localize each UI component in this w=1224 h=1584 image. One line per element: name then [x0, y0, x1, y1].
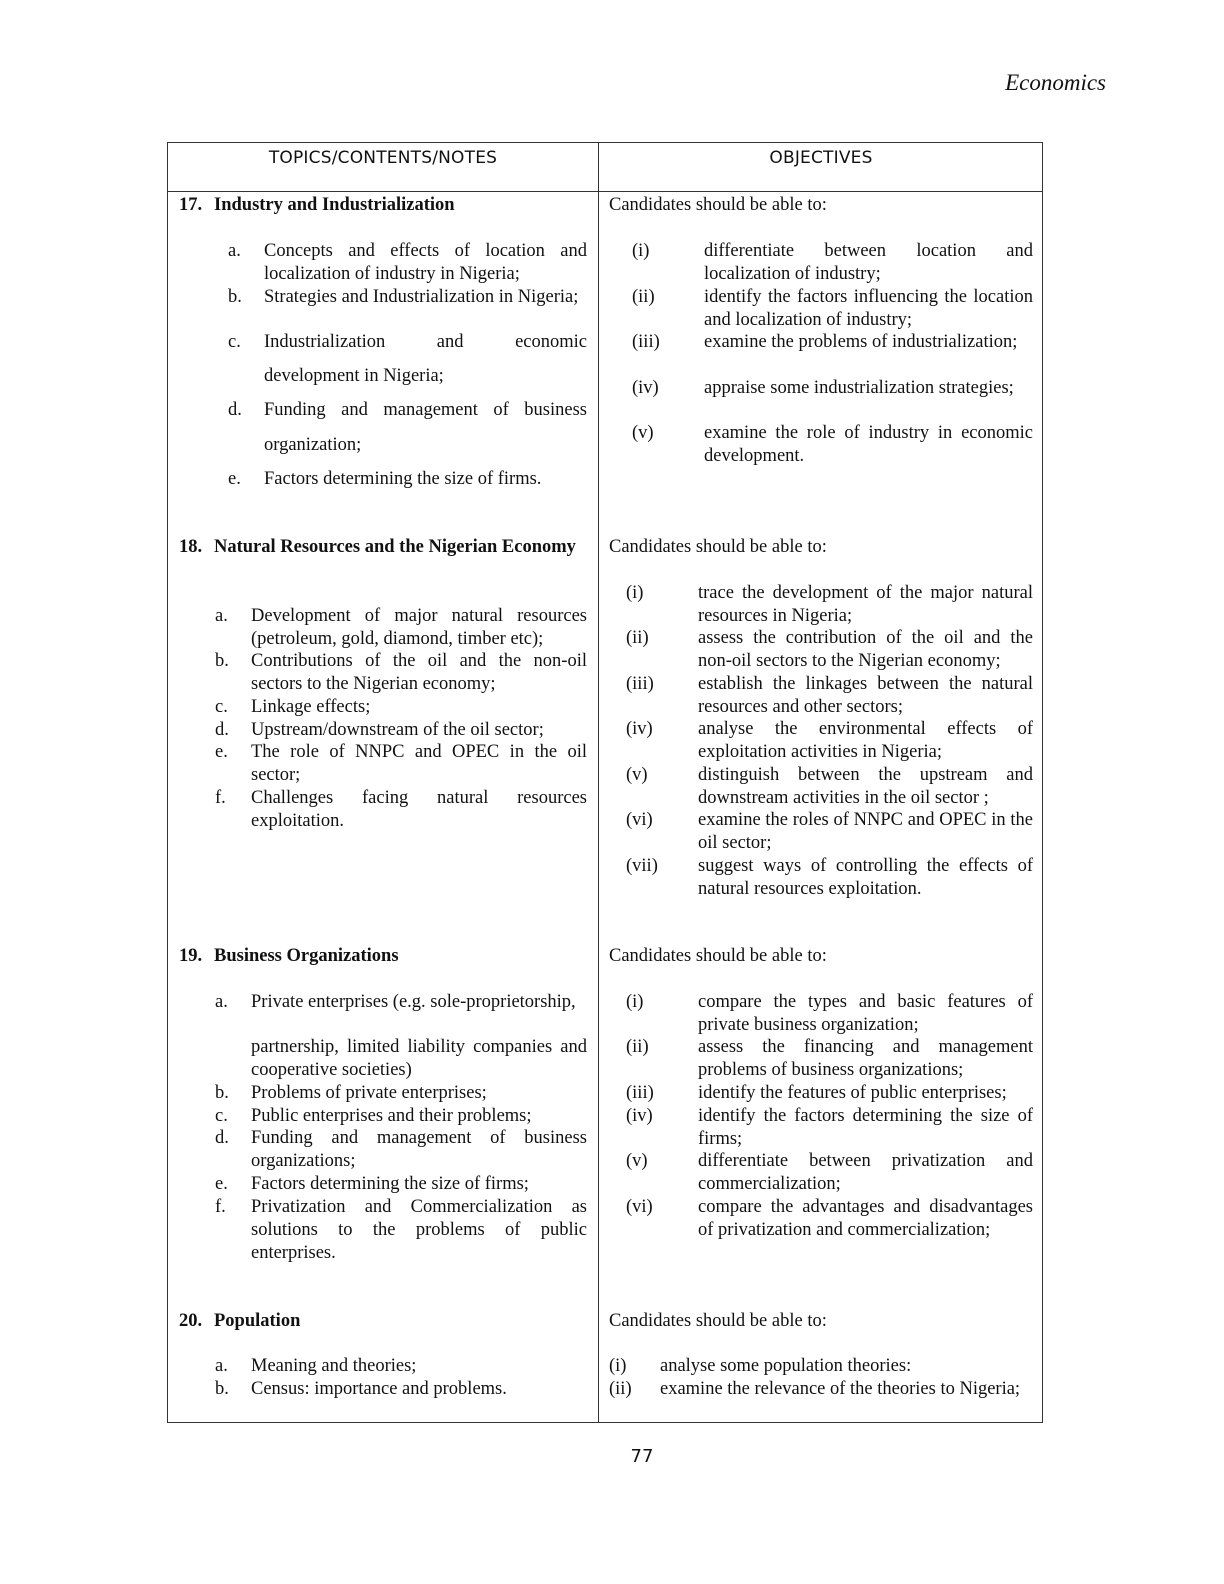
objective-marker: (vii): [626, 856, 658, 876]
objective-marker: (i): [626, 583, 644, 603]
topic-heading: [179, 194, 587, 217]
content-item: [215, 1378, 587, 1401]
content-item: [228, 286, 587, 309]
objective-text: differentiate between location and localization of industry;: [704, 241, 1033, 284]
objective-marker: (ii): [626, 628, 649, 648]
column-header-objectives: OBJECTIVES: [769, 148, 873, 168]
objective-marker: (v): [626, 1151, 648, 1171]
content-marker: [215, 1036, 251, 1082]
content-text: organization;: [264, 435, 362, 455]
objective-item: [632, 240, 1033, 286]
content-marker: c.: [215, 1106, 228, 1126]
content-item: [228, 434, 587, 457]
objective-item: [626, 991, 1033, 1037]
content-item: [215, 787, 587, 833]
page-number: 77: [630, 1446, 654, 1467]
content-text: Funding and management of business: [264, 400, 587, 420]
objective-marker: (iv): [626, 1106, 653, 1126]
content-marker: e.: [215, 742, 228, 762]
content-marker: [228, 365, 264, 388]
column-header-topics: TOPICS/CONTENTS/NOTES: [268, 148, 498, 168]
objective-item: [632, 331, 1033, 354]
content-marker: b.: [215, 1379, 229, 1399]
content-text: partnership, limited liability companies and cooperative societies): [251, 1037, 587, 1080]
content-text: Meaning and theories;: [251, 1356, 417, 1376]
content-marker: b.: [215, 651, 229, 671]
content-item: [215, 719, 587, 742]
objective-marker: (ii): [609, 1379, 632, 1399]
objective-item: [632, 377, 1033, 400]
content-item: [215, 1127, 587, 1173]
objective-item: [609, 1355, 1033, 1378]
content-item: [228, 468, 587, 491]
content-text: Privatization and Commercialization as solutions to the problems of public enterprises.: [251, 1197, 587, 1263]
objective-text: distinguish between the upstream and downstream activities in the oil sector ;: [698, 765, 1033, 808]
column-divider: [598, 143, 599, 1422]
running-head: Economics: [1005, 70, 1106, 95]
content-item: [215, 741, 587, 787]
objective-marker: (i): [626, 992, 644, 1012]
objective-text: compare the types and basic features of private business organization;: [698, 992, 1033, 1035]
header-divider: [168, 191, 1042, 192]
objective-marker: (v): [632, 423, 654, 443]
content-item: [215, 1196, 587, 1265]
content-text: Private enterprises (e.g. sole-proprietorship,: [251, 992, 576, 1012]
objective-text: analyse some population theories:: [660, 1356, 912, 1376]
objective-item: [626, 764, 1033, 810]
content-item: [215, 605, 587, 651]
content-text: The role of NNPC and OPEC in the oil sector;: [251, 742, 587, 785]
objective-marker: (iii): [626, 674, 654, 694]
content-marker: e.: [228, 469, 241, 489]
objective-text: suggest ways of controlling the effects of natural resources exploitation.: [698, 856, 1033, 899]
objective-item: [626, 1105, 1033, 1151]
objective-text: identify the factors determining the size of firms;: [698, 1106, 1033, 1149]
objective-text: differentiate between privatization and commercialization;: [698, 1151, 1033, 1194]
objective-text: analyse the environmental effects of exploitation activities in Nigeria;: [698, 719, 1033, 762]
objective-item: [626, 1036, 1033, 1082]
objective-item: [626, 627, 1033, 673]
content-marker: e.: [215, 1174, 228, 1194]
content-item: [228, 331, 587, 354]
content-item: [215, 991, 587, 1014]
objective-marker: (iv): [632, 378, 659, 398]
objective-text: appraise some industrialization strategies;: [704, 378, 1014, 398]
content-item: [228, 365, 587, 388]
objective-marker: (ii): [626, 1037, 649, 1057]
content-text: Industrialization and economic: [264, 332, 587, 352]
content-item: [215, 1355, 587, 1378]
objective-text: examine the roles of NNPC and OPEC in the oil sector;: [698, 810, 1033, 853]
topic-number: 18.: [179, 537, 203, 557]
content-item: [215, 1173, 587, 1196]
objective-item: [632, 286, 1033, 332]
objective-marker: (iv): [626, 719, 653, 739]
content-item: [228, 399, 587, 422]
content-marker: c.: [228, 332, 241, 352]
objectives-intro: Candidates should be able to:: [609, 1311, 827, 1331]
content-marker: a.: [228, 241, 241, 261]
content-text: development in Nigeria;: [264, 366, 444, 386]
objective-item: [609, 1378, 1033, 1401]
objective-item: [626, 1082, 1033, 1105]
content-text: Public enterprises and their problems;: [251, 1106, 532, 1126]
objective-item: [632, 422, 1033, 468]
content-marker: d.: [215, 720, 229, 740]
content-marker: f.: [215, 1197, 226, 1217]
topic-title: Business Organizations: [214, 946, 399, 966]
topic-number: 20.: [179, 1311, 203, 1331]
objective-text: assess the financing and management problems of business organizations;: [698, 1037, 1033, 1080]
objective-item: [626, 718, 1033, 764]
objectives-intro: Candidates should be able to:: [609, 195, 827, 215]
objective-text: assess the contribution of the oil and the non-oil sectors to the Nigerian economy;: [698, 628, 1033, 671]
content-text: Funding and management of business organizations;: [251, 1128, 587, 1171]
objective-text: examine the role of industry in economic development.: [704, 423, 1033, 466]
content-text: Factors determining the size of firms;: [251, 1174, 529, 1194]
objective-text: examine the relevance of the theories to Nigeria;: [660, 1379, 1021, 1399]
objective-marker: (vi): [626, 1197, 653, 1217]
objective-text: identify the features of public enterprises;: [698, 1083, 1007, 1103]
content-text: Concepts and effects of location and localization of industry in Nigeria;: [264, 241, 587, 284]
content-marker: c.: [215, 697, 228, 717]
objective-item: [626, 673, 1033, 719]
content-marker: a.: [215, 1356, 228, 1376]
content-text: Upstream/downstream of the oil sector;: [251, 720, 544, 740]
content-text: Problems of private enterprises;: [251, 1083, 487, 1103]
topic-number: 17.: [179, 195, 203, 215]
objective-item: [626, 809, 1033, 855]
content-item: [215, 1082, 587, 1105]
content-item: [215, 650, 587, 696]
content-item: [215, 1105, 587, 1128]
objective-text: identify the factors influencing the location and localization of industry;: [704, 287, 1033, 330]
content-text: Challenges facing natural resources exploitation.: [251, 788, 587, 831]
objective-marker: (vi): [626, 810, 653, 830]
content-marker: a.: [215, 606, 228, 626]
objectives-intro: Candidates should be able to:: [609, 946, 827, 966]
content-text: Strategies and Industrialization in Nigeria;: [264, 287, 579, 307]
content-text: Factors determining the size of firms.: [264, 469, 542, 489]
objective-text: trace the development of the major natural resources in Nigeria;: [698, 583, 1033, 626]
objective-marker: (i): [632, 241, 650, 261]
objective-marker: (iii): [632, 332, 660, 352]
objective-text: establish the linkages between the natural resources and other sectors;: [698, 674, 1033, 717]
objective-text: examine the problems of industrialization;: [704, 332, 1018, 352]
content-text: Linkage effects;: [251, 697, 371, 717]
objective-marker: (ii): [632, 287, 655, 307]
objective-marker: (i): [609, 1356, 627, 1376]
content-text: Census: importance and problems.: [251, 1379, 507, 1399]
topic-heading: [179, 1310, 587, 1333]
topic-title: Population: [214, 1311, 301, 1331]
content-marker: f.: [215, 788, 226, 808]
topic-title: Natural Resources and the Nigerian Economy: [214, 537, 576, 557]
content-item: [215, 1036, 587, 1082]
objective-marker: (v): [626, 765, 648, 785]
objective-item: [626, 1150, 1033, 1196]
content-marker: [228, 434, 264, 457]
topic-title: Industry and Industrialization: [214, 195, 455, 215]
objectives-intro: Candidates should be able to:: [609, 537, 827, 557]
topic-heading: [179, 945, 587, 968]
objective-text: compare the advantages and disadvantages of privatization and commercialization;: [698, 1197, 1033, 1240]
topic-heading: [179, 536, 587, 559]
objective-item: [626, 1196, 1033, 1242]
objective-marker: (iii): [626, 1083, 654, 1103]
content-marker: a.: [215, 992, 228, 1012]
content-marker: d.: [228, 400, 242, 420]
topic-number: 19.: [179, 946, 203, 966]
syllabus-table: [167, 142, 1043, 1423]
content-marker: d.: [215, 1128, 229, 1148]
content-item: [215, 696, 587, 719]
objective-item: [626, 582, 1033, 628]
objective-item: [626, 855, 1033, 901]
content-text: Development of major natural resources (petroleum, gold, diamond, timber etc);: [251, 606, 587, 649]
content-item: [228, 240, 587, 286]
content-marker: b.: [228, 287, 242, 307]
content-marker: b.: [215, 1083, 229, 1103]
content-text: Contributions of the oil and the non-oil sectors to the Nigerian economy;: [251, 651, 587, 694]
